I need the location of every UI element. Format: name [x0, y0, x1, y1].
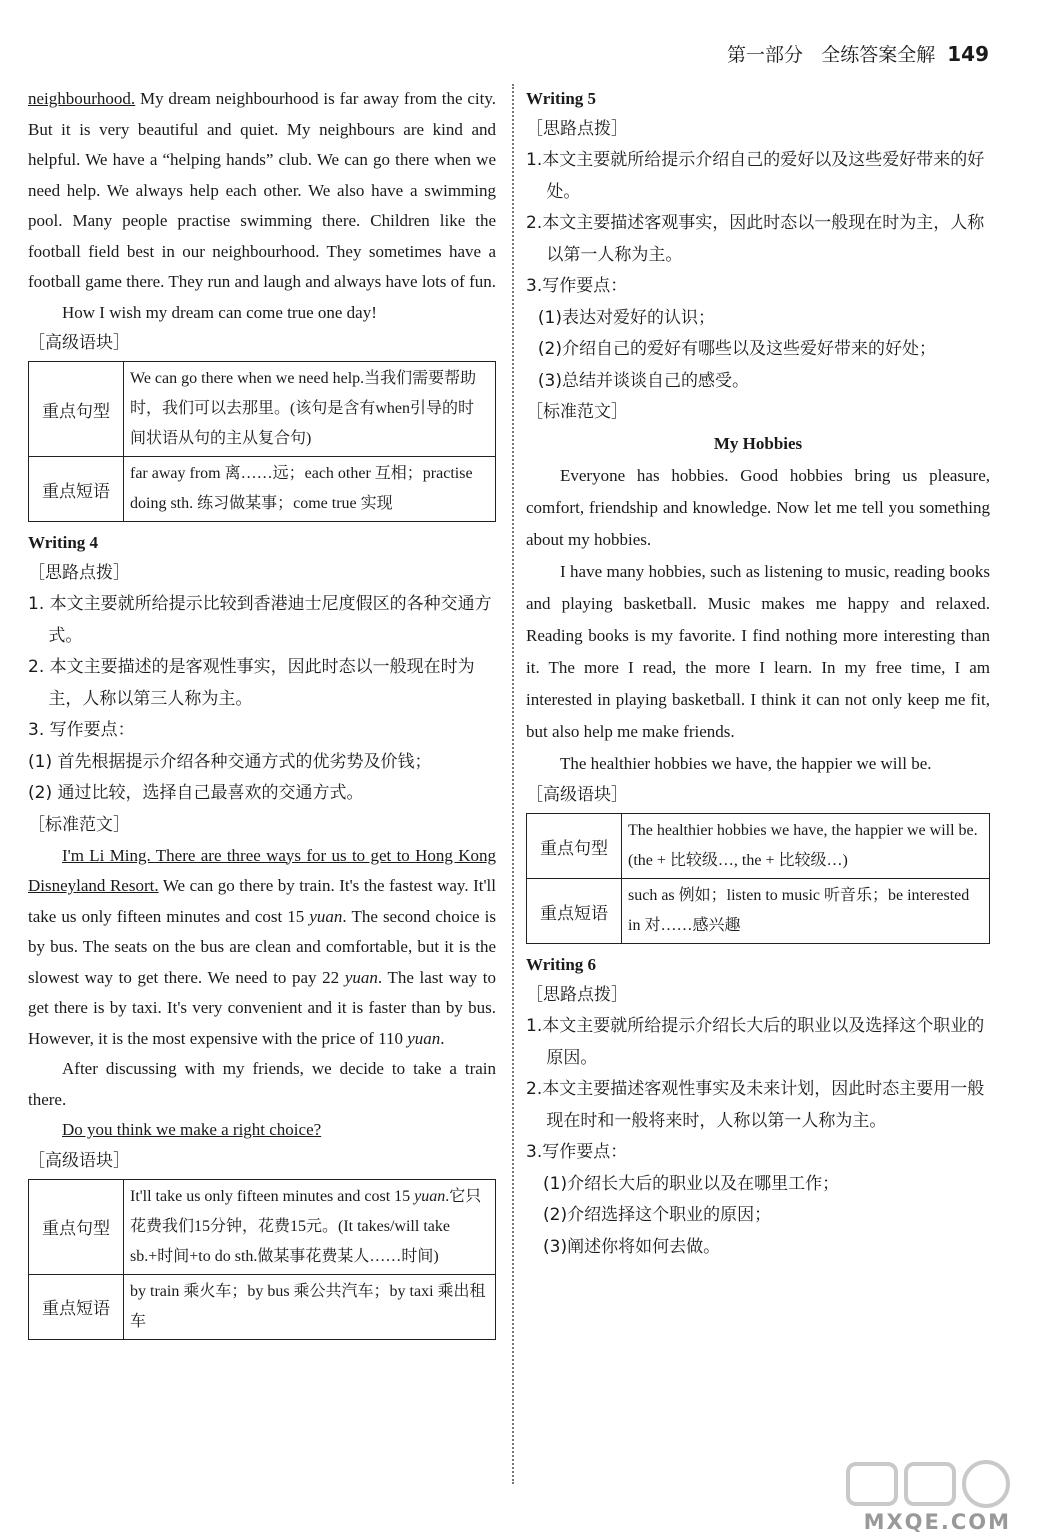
- table-row: [29, 362, 496, 457]
- table-key: 重点句型: [29, 1179, 124, 1274]
- point-item: (2) 通过比较，选择自己最喜欢的交通方式。: [28, 783, 364, 803]
- table-text: It'll take us only fifteen minutes and cost 15: [130, 1187, 415, 1205]
- section-label-tips: ［思路点拨］: [28, 563, 130, 583]
- right-column: [526, 84, 990, 1263]
- point-item: (2)介绍选择这个职业的原因；: [543, 1205, 772, 1225]
- model-paragraph: After discussing with my friends, we decide to take a train there.: [28, 1059, 496, 1109]
- writing-6-heading: Writing 6: [526, 955, 597, 974]
- section-label-advanced: ［高级语块］: [28, 1150, 130, 1171]
- tip-item: 2. 本文主要描述的是客观性事实，因此时态以一般现在时为主，人称以第三人称为主。: [28, 657, 475, 709]
- phrase-table-3: [526, 813, 990, 944]
- section-label-tips: ［思路点拨］: [526, 119, 628, 139]
- section-label-advanced: ［高级语块］: [526, 785, 628, 805]
- page-number: 149: [947, 42, 989, 66]
- left-column: [28, 84, 496, 1346]
- phrase-table-2: [28, 1179, 496, 1340]
- tip-item: 3.写作要点：: [526, 276, 628, 296]
- table-row: [29, 457, 496, 522]
- table-value: We can go there when we need help.当我们需要帮助时，我们可以去那里。(该句是含有when引导的时间状语从句的主从复合句): [124, 362, 496, 457]
- point-item: (2)介绍自己的爱好有哪些以及这些爱好带来的好处；: [537, 339, 936, 359]
- table-value: by train 乘火车；by bus 乘公共汽车；by taxi 乘出租车: [124, 1274, 496, 1339]
- model-paragraph: The healthier hobbies we have, the happier we will be.: [560, 754, 932, 773]
- yuan-text: yuan: [407, 1028, 441, 1048]
- writing-5-heading: Writing 5: [526, 89, 597, 108]
- tip-item: 3.写作要点：: [526, 1142, 628, 1162]
- header-part: 第一部分: [727, 44, 804, 66]
- table-value: far away from 离……远；each other 互相；practise doing sth. 练习做某事；come true 实现: [124, 457, 496, 522]
- table-row: [29, 1179, 496, 1274]
- phrase-table-1: [28, 361, 496, 522]
- tip-item: 1.本文主要就所给提示介绍长大后的职业以及选择这个职业的原因。: [526, 1016, 985, 1068]
- table-value: The healthier hobbies we have, the happier we will be. (the + 比较级…, the + 比较级…): [622, 814, 990, 879]
- paragraph-text: We can go there by train. It's the fastest way. It'll take us only fifteen minutes and cost 15: [28, 876, 496, 926]
- watermark-text: MXQE.COM: [863, 1510, 1011, 1534]
- point-item: (1)表达对爱好的认识；: [537, 307, 715, 328]
- model-paragraph: I have many hobbies, such as listening to music, reading books and playing basketball. Music makes me happy and relaxed. Reading books is my favorite. I find nothing more interesting than it. The more I read, the more I learn. In my free time, I am interested in playing basketball. I think it can not only keep me fit, but also help me make friends.: [526, 562, 990, 741]
- table-key: 重点句型: [29, 362, 124, 457]
- table-key: 重点句型: [527, 814, 622, 879]
- model-paragraph: [28, 841, 496, 1055]
- table-value: such as 例如；listen to music 听音乐；be interested in 对……感兴趣: [622, 879, 990, 944]
- page-header: [727, 40, 989, 67]
- paragraph-text: . The second choice is by bus. The seats on the bus are clean and comfortable, but it is the slowest way to get there. We need to pay 22: [28, 906, 496, 987]
- section-label-advanced: ［高级语块］: [28, 333, 130, 353]
- header-title: 全练答案全解: [821, 44, 936, 66]
- yuan-text: yuan: [344, 967, 378, 987]
- underlined-text: neighbourhood.: [28, 89, 136, 108]
- model-paragraph: Everyone has hobbies. Good hobbies bring us pleasure, comfort, friendship and knowledge. Now let me tell you something about my hobbies.: [526, 466, 990, 549]
- table-text: .它只花费我们15分钟，花费15元。(It takes/will take sb.+时间+to do sth.做某事花费某人……时间): [130, 1187, 482, 1265]
- tip-item: 1. 本文主要就所给提示比较到香港迪士尼度假区的各种交通方式。: [28, 594, 492, 646]
- table-key: 重点短语: [29, 1274, 124, 1339]
- closing-line: How I wish my dream can come true one day!: [62, 302, 377, 322]
- point-item: (3)阐述你将如何去做。: [543, 1236, 721, 1257]
- section-label-tips: ［思路点拨］: [526, 985, 628, 1005]
- paragraph-text: . The last way to get there is by taxi. It's very convenient and it is faster than by bus. However, it is the most expensive with the price of 110: [28, 967, 496, 1048]
- tip-item: 2.本文主要描述客观事实，因此时态以一般现在时为主，人称以第一人称为主。: [526, 213, 985, 265]
- writing-4-heading: Writing 4: [28, 533, 99, 552]
- point-item: (3)总结并谈谈自己的感受。: [537, 370, 749, 391]
- table-row: [29, 1274, 496, 1339]
- table-row: [527, 879, 990, 944]
- yuan-text: yuan: [414, 1187, 446, 1205]
- underlined-text: I'm Li Ming. There are three ways for us to get to Hong Kong Disneyland Resort.: [28, 845, 496, 895]
- paragraph-text: .: [440, 1028, 445, 1048]
- point-item: (1)介绍长大后的职业以及在哪里工作；: [543, 1173, 840, 1194]
- table-key: 重点短语: [527, 879, 622, 944]
- paragraph-text: My dream neighbourhood is far away from the city. But it is very beautiful and quiet. My neighbours are kind and helpful. We have a “helping hands” club. We can go there when we need help. We always help each other. We also have a swimming pool. Many people practise swimming there. Children like the football field best in our neighbourhood. They sometimes have a football game there. They run and laugh and always have lots of fun.: [28, 89, 496, 291]
- section-label-model: ［标准范文］: [526, 402, 628, 422]
- model-paragraph: [28, 1115, 496, 1146]
- tip-item: 3. 写作要点：: [28, 720, 135, 740]
- essay-title: My Hobbies: [713, 434, 803, 453]
- tip-item: 1.本文主要就所给提示介绍自己的爱好以及这些爱好带来的好处。: [526, 150, 985, 202]
- table-value: [124, 1179, 496, 1274]
- tip-item: 2.本文主要描述客观性事实及未来计划，因此时态主要用一般现在时和一般将来时，人称以第一人称为主。: [526, 1079, 985, 1131]
- point-item: (1) 首先根据提示介绍各种交通方式的优劣势及价钱；: [28, 751, 432, 772]
- column-divider: [512, 84, 514, 1484]
- table-key: 重点短语: [29, 457, 124, 522]
- table-row: [527, 814, 990, 879]
- yuan-text: yuan: [309, 906, 343, 926]
- neighbourhood-paragraph: [28, 84, 496, 298]
- underlined-text: Do you think we make a right choice?: [62, 1120, 322, 1139]
- section-label-model: ［标准范文］: [28, 814, 130, 835]
